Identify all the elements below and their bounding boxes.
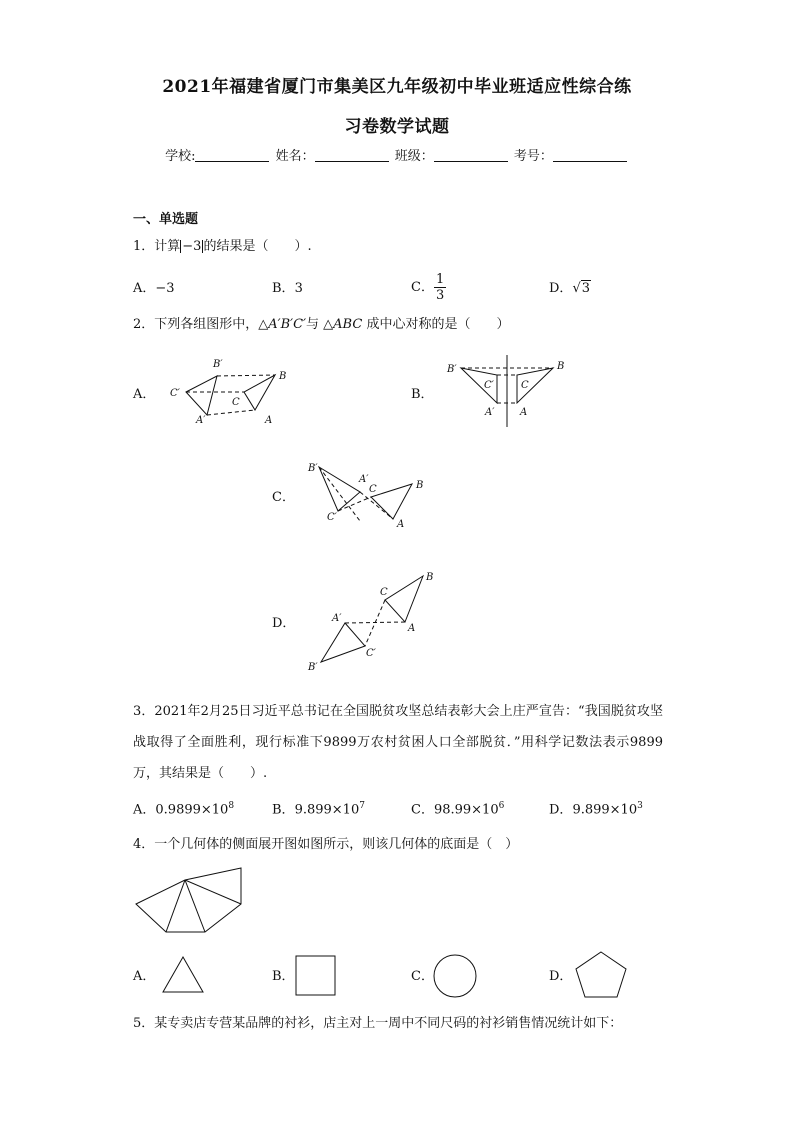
q3-c-exponent: 6 <box>498 801 505 811</box>
q4-net-figure <box>133 866 248 936</box>
question-1 <box>133 240 312 253</box>
q1-b-value: 3 <box>294 281 303 296</box>
question-4: 4．一个几何体的侧面展开图如图所示，则该几何体的底面是（ ） <box>133 837 519 852</box>
label-b: B <box>426 572 434 583</box>
label-b-prime: B′ <box>308 662 318 672</box>
label-c: C <box>369 484 377 495</box>
label-c-prime: C′ <box>484 380 494 391</box>
q4-option-d-label[interactable]: D． <box>549 969 573 984</box>
q1-c-numerator: 1 <box>435 272 445 287</box>
q3-b-exponent: 7 <box>359 801 365 811</box>
q2-option-b-label[interactable]: B． <box>411 387 434 402</box>
label-b: B <box>279 371 287 382</box>
q2-option-a-label[interactable]: A． <box>133 387 156 402</box>
label-c-prime: C′ <box>327 512 337 523</box>
q1-a-value: −3 <box>155 281 175 296</box>
label-b: B <box>557 361 565 372</box>
q3-option-d[interactable] <box>549 802 643 816</box>
sqrt-icon: √ <box>572 281 581 296</box>
label-b: B <box>416 480 424 491</box>
q3-c-label: C． <box>411 802 434 818</box>
class-label: 班级： <box>394 149 434 164</box>
label-b-prime: B′ <box>447 364 457 375</box>
q1-c-label: C． <box>411 280 434 295</box>
q2-mid: 与 <box>306 317 324 332</box>
label-a-prime: A′ <box>485 407 495 418</box>
q3-option-c[interactable] <box>411 802 504 816</box>
exam-title-line2: 习卷数学试题 <box>344 117 450 137</box>
label-a-prime: A′ <box>196 415 206 426</box>
q2-triangle: △ABC <box>323 317 363 332</box>
question-2 <box>133 318 509 331</box>
label-c: C <box>232 397 240 408</box>
q2-option-c-label[interactable]: C． <box>272 490 295 505</box>
label-a-prime: A′ <box>332 613 342 624</box>
name-label: 姓名： <box>275 149 315 164</box>
label-c: C <box>380 587 388 598</box>
q3-a-value: 0.9899×10 <box>155 802 229 818</box>
q1-d-sqrt <box>572 282 591 295</box>
q3-option-a[interactable] <box>133 802 234 816</box>
q3-d-label: D． <box>549 802 573 818</box>
q1-option-d[interactable] <box>549 282 591 295</box>
circle-icon <box>432 953 478 999</box>
q3-c-value: 98.99×10 <box>433 802 499 818</box>
q2-triangle-prime: △A′B′C′ <box>258 317 307 332</box>
q1-c-denominator: 3 <box>435 288 445 303</box>
exam-number-blank[interactable] <box>553 149 627 162</box>
school-label: 学校: <box>165 149 196 164</box>
section-title-single-choice: 一、单选题 <box>133 212 199 227</box>
q3-a-label: A． <box>133 802 156 818</box>
q3-b-value: 9.899×10 <box>294 802 360 818</box>
q1-option-c[interactable] <box>411 272 446 303</box>
q1-option-a[interactable] <box>133 282 175 295</box>
q2-prefix: 2．下列各组图形中， <box>133 317 259 332</box>
q1-abs-content: −3 <box>182 239 202 254</box>
q3-b-label: B． <box>272 802 295 818</box>
q3-d-value: 9.899×10 <box>572 802 638 818</box>
name-blank[interactable] <box>315 149 389 162</box>
q1-suffix: 的结果是（ ）. <box>203 239 312 254</box>
q4-option-c-label[interactable]: C． <box>411 969 434 984</box>
q2-figure-b <box>445 355 570 430</box>
label-a: A <box>265 415 273 426</box>
q1-c-fraction <box>434 272 446 303</box>
class-blank[interactable] <box>434 149 508 162</box>
label-c: C <box>521 380 529 391</box>
label-a-prime: A′ <box>359 474 369 485</box>
q1-a-label: A． <box>133 281 156 296</box>
q2-suffix: 成中心对称的是（ ） <box>362 317 510 332</box>
pentagon-icon <box>573 950 629 1000</box>
q2-figure-c <box>305 460 430 532</box>
q3-a-exponent: 8 <box>228 801 235 811</box>
q1-b-label: B． <box>272 281 295 296</box>
label-c-prime: C′ <box>170 388 180 399</box>
q1-option-b[interactable] <box>272 282 303 295</box>
q1-d-label: D． <box>549 281 573 296</box>
square-icon <box>295 955 337 997</box>
school-blank[interactable] <box>195 149 269 162</box>
exam-title-line1: 2021年福建省厦门市集美区九年级初中毕业班适应性综合练 <box>162 77 632 97</box>
label-c-prime: C′ <box>366 648 376 659</box>
q2-figure-a <box>165 352 300 430</box>
q1-absolute-value <box>180 240 203 253</box>
q4-option-b-label[interactable]: B． <box>272 969 295 984</box>
question-3: 3．2021年2月25日习近平总书记在全国脱贫攻坚总结表彰大会上庄严宣告：“我国脱贫攻坚战取得了全面胜利，现行标准下9899万农村贫困人口全部脱贫．”用科学记数法表示9899万，其结果是（ ）. <box>133 704 663 781</box>
q2-option-d-label[interactable]: D． <box>272 616 296 631</box>
q3-option-b[interactable] <box>272 802 365 816</box>
q2-figure-d <box>305 568 435 672</box>
label-a: A <box>520 407 528 418</box>
label-a: A <box>397 519 405 530</box>
q1-d-radicand: 3 <box>581 281 591 296</box>
question-5: 5．某专卖店专营某品牌的衬衫，店主对上一周中不同尺码的衬衫销售情况统计如下： <box>133 1016 623 1031</box>
triangle-icon <box>160 955 206 995</box>
q4-option-a-label[interactable]: A． <box>133 969 156 984</box>
exam-number-label: 考号： <box>513 149 553 164</box>
q3-d-exponent: 3 <box>637 801 643 811</box>
label-b-prime: B′ <box>308 463 318 474</box>
label-b-prime: B′ <box>213 359 223 370</box>
student-info-row <box>0 145 794 164</box>
label-a: A <box>408 623 416 634</box>
q1-prefix: 1．计算 <box>133 239 181 254</box>
